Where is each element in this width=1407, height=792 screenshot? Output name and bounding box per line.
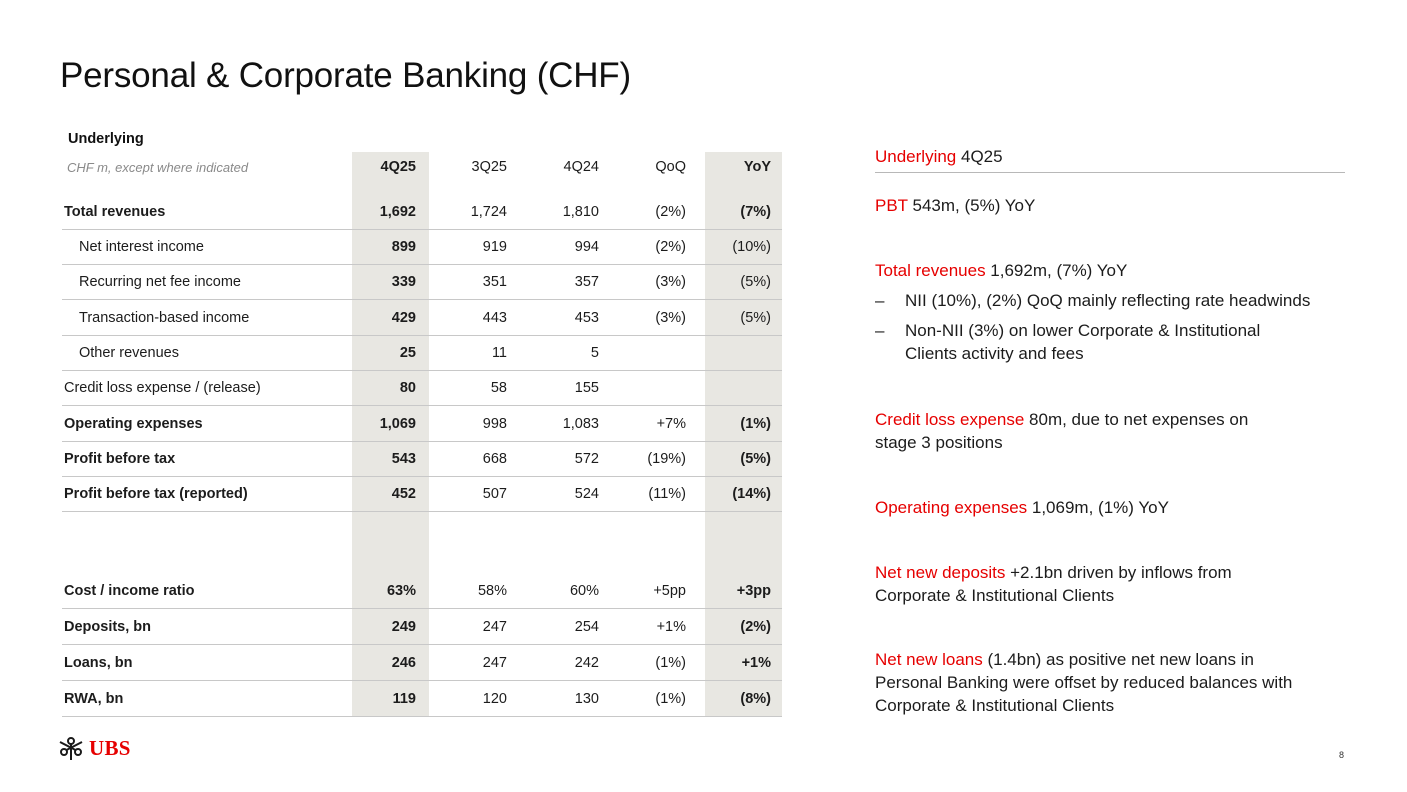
unit-note: CHF m, except where indicated xyxy=(67,159,249,175)
cell-3q25: 247 xyxy=(482,618,507,635)
table-row-cost-income-ratio xyxy=(62,573,782,609)
cell-qoq: (1%) xyxy=(655,690,686,707)
cell-4q25: 339 xyxy=(391,274,416,290)
cell-qoq: +5pp xyxy=(653,582,686,599)
row-label: Loans, bn xyxy=(64,654,133,671)
cell-qoq: (3%) xyxy=(655,309,686,326)
cell-4q25: 543 xyxy=(391,451,416,467)
row-label: RWA, bn xyxy=(64,690,124,707)
col-header-4q24: 4Q24 xyxy=(563,159,599,175)
cell-3q25: 58% xyxy=(477,582,507,599)
cell-4q25: 63% xyxy=(386,582,416,599)
commentary-loans xyxy=(875,648,1320,717)
table-row-recurring-net-fee-income xyxy=(62,265,782,300)
cell-qoq: (2%) xyxy=(655,203,686,220)
cell-qoq: (19%) xyxy=(647,451,686,467)
deposits-text: +2.1bn driven by inflows from Corporate & Institutional Clients xyxy=(875,563,1232,605)
row-label: Total revenues xyxy=(64,203,166,220)
credit-loss-text: 80m, due to net expenses on stage 3 positions xyxy=(875,410,1249,452)
cell-4q25: 899 xyxy=(391,239,416,255)
cell-yoy: (10%) xyxy=(732,239,771,255)
cell-4q24: 524 xyxy=(574,486,599,502)
deposits-label: Net new deposits xyxy=(875,563,1006,582)
commentary-revenues xyxy=(875,259,1345,365)
cell-qoq: (1%) xyxy=(655,654,686,671)
cell-4q25: 119 xyxy=(392,690,416,707)
table-row-credit-loss-expense xyxy=(62,371,782,406)
cell-4q24: 357 xyxy=(574,274,599,290)
cell-yoy: (7%) xyxy=(740,203,771,220)
commentary-header-label: Underlying xyxy=(875,147,957,166)
cell-yoy: +3pp xyxy=(736,582,771,599)
cell-4q24: 572 xyxy=(574,451,599,467)
cell-4q24: 242 xyxy=(574,654,599,671)
cell-4q25: 1,692 xyxy=(379,203,416,220)
cell-yoy: (5%) xyxy=(740,309,771,326)
pbt-label: PBT xyxy=(875,196,908,215)
col-header-4q25: 4Q25 xyxy=(380,159,416,175)
commentary-deposits xyxy=(875,561,1275,607)
cell-4q24: 254 xyxy=(574,618,599,635)
page-title: Personal & Corporate Banking (CHF) xyxy=(60,56,631,95)
cell-4q24: 1,810 xyxy=(562,203,599,220)
table-row-net-interest-income xyxy=(62,230,782,265)
table-row-transaction-based-income xyxy=(62,300,782,336)
cell-3q25: 919 xyxy=(482,239,507,255)
cell-qoq: (2%) xyxy=(655,239,686,255)
table-header-row xyxy=(62,152,782,182)
cell-4q25: 246 xyxy=(391,654,416,671)
cell-qoq: (3%) xyxy=(655,274,686,290)
cell-3q25: 668 xyxy=(482,451,507,467)
cell-4q25: 80 xyxy=(399,380,416,396)
col-header-qoq: QoQ xyxy=(655,159,686,175)
cell-4q24: 453 xyxy=(574,309,599,326)
cell-3q25: 120 xyxy=(482,690,507,707)
logo-wordmark: UBS xyxy=(89,735,131,760)
cell-qoq: +7% xyxy=(656,415,686,432)
col-header-3q25: 3Q25 xyxy=(471,159,507,175)
opex-text: 1,069m, (1%) YoY xyxy=(1027,498,1169,517)
cell-yoy: (5%) xyxy=(740,451,771,467)
table-row-operating-expenses xyxy=(62,406,782,442)
cell-yoy: (1%) xyxy=(740,415,771,432)
table-section-label: Underlying xyxy=(68,131,144,147)
commentary-header-period: 4Q25 xyxy=(956,147,1003,166)
cell-4q25: 25 xyxy=(399,345,416,361)
row-label: Profit before tax xyxy=(64,451,176,467)
cell-3q25: 247 xyxy=(482,654,507,671)
cell-4q24: 130 xyxy=(574,690,599,707)
cell-qoq: +1% xyxy=(656,618,686,635)
revenues-text: 1,692m, (7%) YoY xyxy=(985,261,1128,280)
cell-3q25: 11 xyxy=(491,345,507,361)
opex-label: Operating expenses xyxy=(875,498,1028,517)
row-label: Cost / income ratio xyxy=(64,582,195,599)
cell-yoy: +1% xyxy=(741,654,771,671)
cell-yoy: (8%) xyxy=(740,690,771,707)
bullet-dash: – xyxy=(875,321,885,340)
row-label: Net interest income xyxy=(79,239,204,255)
commentary-header xyxy=(875,145,1345,173)
cell-qoq: (11%) xyxy=(648,486,686,502)
bullet-text: NII (10%), (2%) QoQ mainly reflecting rate headwinds xyxy=(905,291,1311,310)
commentary-credit-loss xyxy=(875,408,1275,454)
table-row-loans xyxy=(62,645,782,681)
cell-3q25: 507 xyxy=(482,486,507,502)
revenues-bullet xyxy=(875,289,1345,312)
col-header-yoy: YoY xyxy=(743,159,771,175)
row-label: Operating expenses xyxy=(64,415,203,432)
ubs-logo xyxy=(58,735,131,761)
page-number: 8 xyxy=(1339,750,1345,760)
row-label: Recurring net fee income xyxy=(79,274,241,290)
cell-yoy: (5%) xyxy=(740,274,771,290)
cell-4q25: 429 xyxy=(391,309,416,326)
cell-4q24: 155 xyxy=(574,380,599,396)
row-label: Other revenues xyxy=(79,345,179,361)
cell-3q25: 443 xyxy=(482,309,507,326)
revenues-label: Total revenues xyxy=(875,261,986,280)
cell-4q24: 60% xyxy=(569,582,599,599)
loans-text: (1.4bn) as positive net new loans in Personal Banking were offset by reduced balances with Corporate & Institutional Clients xyxy=(875,650,1293,715)
table-row-total-revenues xyxy=(62,194,782,230)
cell-4q25: 249 xyxy=(391,618,416,635)
loans-label: Net new loans xyxy=(875,650,983,669)
cell-4q24: 994 xyxy=(574,239,599,255)
commentary-pbt xyxy=(875,194,1345,217)
row-label: Transaction-based income xyxy=(79,309,250,326)
table-row-profit-before-tax-reported xyxy=(62,477,782,512)
table-row-rwa xyxy=(62,681,782,717)
revenues-bullet xyxy=(875,319,1345,365)
pbt-text: 543m, (5%) YoY xyxy=(907,196,1036,215)
table-row-profit-before-tax xyxy=(62,442,782,477)
table-row-other-revenues xyxy=(62,336,782,371)
cell-3q25: 1,724 xyxy=(470,203,507,220)
cell-yoy: (14%) xyxy=(732,486,771,502)
cell-4q25: 452 xyxy=(391,486,416,502)
cell-3q25: 351 xyxy=(482,274,507,290)
cell-4q24: 1,083 xyxy=(562,415,599,432)
commentary-opex xyxy=(875,496,1345,519)
credit-loss-label: Credit loss expense xyxy=(875,410,1025,429)
bullet-dash: – xyxy=(875,291,885,310)
bullet-text: Non-NII (3%) on lower Corporate & Institutional Clients activity and fees xyxy=(905,321,1261,363)
cell-4q24: 5 xyxy=(590,345,599,361)
row-label: Profit before tax (reported) xyxy=(64,486,248,502)
cell-3q25: 58 xyxy=(490,380,507,396)
row-label: Credit loss expense / (release) xyxy=(64,380,261,396)
cell-4q25: 1,069 xyxy=(379,415,416,432)
keys-icon xyxy=(58,735,84,761)
row-label: Deposits, bn xyxy=(64,618,152,635)
cell-3q25: 998 xyxy=(482,415,507,432)
cell-yoy: (2%) xyxy=(740,618,771,635)
table-row-deposits xyxy=(62,609,782,645)
